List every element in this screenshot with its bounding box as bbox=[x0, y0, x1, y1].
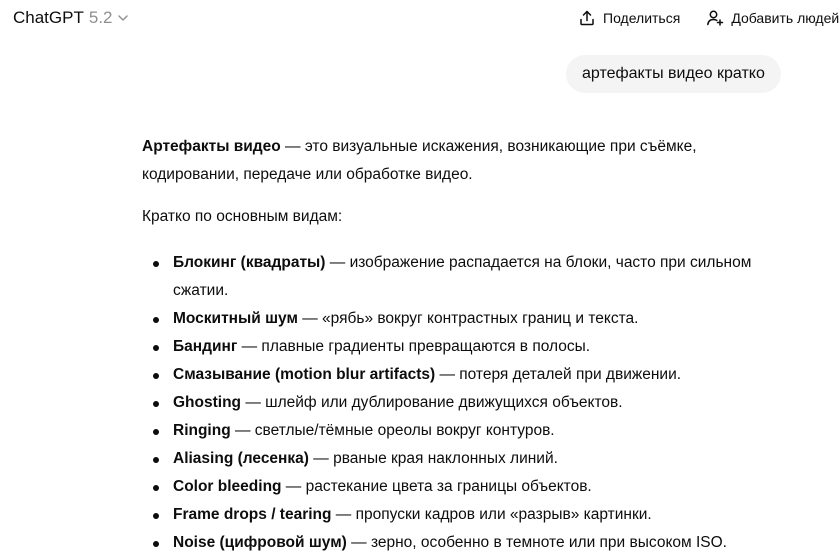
list-item bbox=[173, 417, 782, 445]
item-desc: — пропуски кадров или «разрыв» картинки. bbox=[331, 506, 652, 523]
model-name: ChatGPT bbox=[13, 8, 84, 27]
add-people-button[interactable] bbox=[706, 6, 839, 30]
list-item bbox=[173, 305, 782, 333]
item-desc: — изображение распадается на блоки, часто при сильном сжатии. bbox=[173, 254, 752, 299]
list-item bbox=[173, 361, 782, 389]
list-item bbox=[173, 445, 782, 473]
list-item bbox=[173, 333, 782, 361]
answer-lead: Кратко по основным видам: bbox=[142, 208, 343, 225]
user-message-text: артефакты видео кратко bbox=[582, 65, 765, 82]
item-term: Ghosting bbox=[173, 394, 242, 411]
model-selector[interactable] bbox=[13, 6, 129, 30]
assistant-message bbox=[142, 133, 782, 557]
share-button[interactable] bbox=[578, 6, 680, 30]
list-item bbox=[173, 473, 782, 501]
item-desc: — светлые/тёмные ореолы вокруг контуров. bbox=[230, 422, 555, 439]
list-item bbox=[173, 389, 782, 417]
share-label: Поделиться bbox=[603, 10, 681, 26]
item-desc: — плавные градиенты превращаются в полосы. bbox=[237, 338, 591, 355]
user-message-bubble bbox=[566, 55, 781, 93]
chevron-down-icon bbox=[117, 12, 129, 24]
item-term: Noise (цифровой шум) bbox=[173, 534, 347, 551]
item-term: Смазывание (motion blur artifacts) bbox=[173, 366, 436, 383]
item-term: Frame drops / tearing bbox=[173, 506, 332, 523]
item-desc: — «рябь» вокруг контрастных границ и текста. bbox=[297, 310, 639, 327]
artifact-list bbox=[142, 249, 782, 557]
item-term: Москитный шум bbox=[173, 310, 298, 327]
intro-term: Артефакты видео bbox=[142, 138, 281, 155]
item-term: Color bleeding bbox=[173, 478, 282, 495]
item-term: Ringing bbox=[173, 422, 231, 439]
item-term: Бандинг bbox=[173, 338, 238, 355]
item-desc: — растекание цвета за границы объектов. bbox=[281, 478, 592, 495]
intro-text: — это визуальные искажения, возникающие при съёмке, кодировании, передаче или обработке видео. bbox=[142, 138, 697, 183]
add-people-label: Добавить людей bbox=[731, 10, 839, 26]
model-version: 5.2 bbox=[88, 8, 113, 27]
item-term: Aliasing (лесенка) bbox=[173, 450, 309, 467]
header-actions bbox=[578, 6, 839, 30]
share-icon bbox=[578, 9, 596, 27]
list-item bbox=[173, 501, 782, 529]
top-bar bbox=[0, 0, 839, 36]
list-item bbox=[173, 249, 768, 305]
item-desc: — потеря деталей при движении. bbox=[435, 366, 682, 383]
add-person-icon bbox=[706, 9, 724, 27]
list-item bbox=[173, 529, 782, 557]
item-desc: — рваные края наклонных линий. bbox=[308, 450, 558, 467]
answer-intro bbox=[142, 133, 782, 189]
item-desc: — зерно, особенно в темноте или при высоком ISO. bbox=[346, 534, 727, 551]
item-desc: — шлейф или дублирование движущихся объектов. bbox=[241, 394, 623, 411]
item-term: Блокинг (квадраты) bbox=[173, 254, 326, 271]
